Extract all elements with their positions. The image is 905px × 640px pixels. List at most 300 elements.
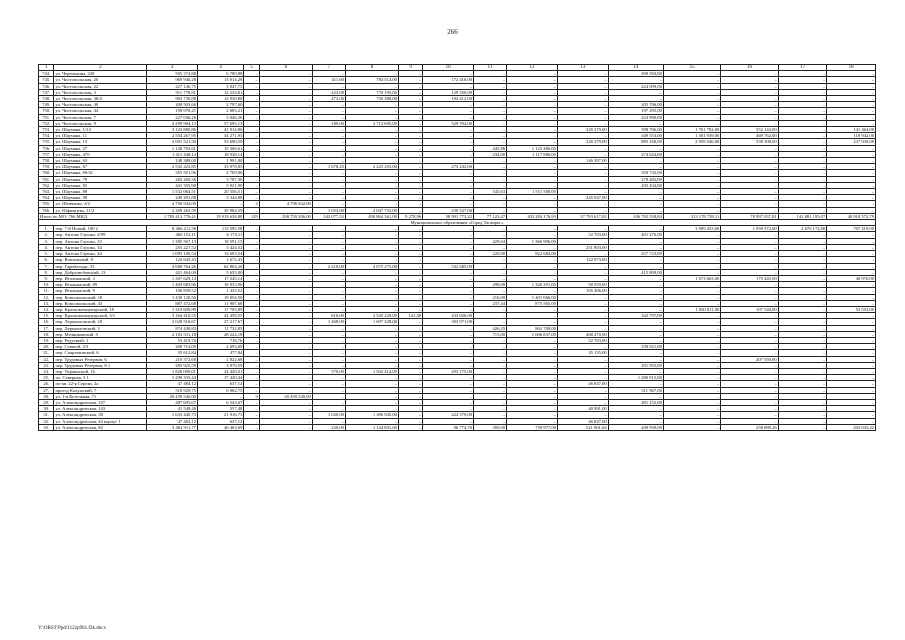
table-cell: – [557, 176, 608, 182]
table-cell: – [827, 257, 876, 263]
table-cell: 415 809,00 [608, 269, 663, 275]
table-cell: 11 [474, 65, 507, 71]
table-cell: – [312, 244, 345, 250]
table-cell: 3 909 453,00 [663, 226, 720, 232]
table-cell: – [663, 424, 720, 430]
table-cell: – [259, 251, 312, 257]
page-number: 266 [447, 28, 458, 36]
table-cell: – [778, 164, 827, 170]
table-cell: – [398, 151, 422, 157]
table-cell: 18 591,15 [197, 238, 243, 244]
table-cell: 490 864 361,00 [345, 213, 398, 219]
table-cell: – [259, 164, 312, 170]
table-cell: – [423, 251, 474, 257]
table-cell: 2 047 752,00 [345, 207, 398, 213]
table-cell: 17. [39, 325, 54, 331]
table-cell: – [827, 399, 876, 405]
table-cell: – [244, 120, 259, 126]
table-cell: 224 579,00 [423, 412, 474, 418]
table-cell: – [244, 375, 259, 381]
table-cell: – [507, 350, 558, 356]
table-cell: – [244, 288, 259, 294]
table-cell: – [557, 108, 608, 114]
table-cell: – [474, 406, 507, 412]
table-cell: 3 [147, 65, 198, 71]
table-cell: – [244, 244, 259, 250]
table-cell: – [398, 269, 422, 275]
table-cell: пер. Лермонтовский, 3 [54, 325, 147, 331]
table-cell: – [557, 399, 608, 405]
table-cell: 28 224,18 [197, 331, 243, 337]
table-cell: – [244, 257, 259, 263]
table-cell: ул. Шевченко, 4/2 [54, 201, 147, 207]
table-cell: – [608, 244, 663, 250]
table-cell: – [345, 226, 398, 232]
table-cell: – [507, 102, 558, 108]
table-cell: – [721, 257, 778, 263]
table-cell: – [259, 375, 312, 381]
table-cell: 545,63 [474, 189, 507, 195]
table-cell: 122 973,00 [557, 257, 608, 263]
table-cell: 295 925,59 [147, 362, 198, 368]
table-cell: – [423, 238, 474, 244]
table-cell: – [663, 77, 720, 83]
table-cell: 342 077,52 [312, 213, 345, 219]
table-cell: – [474, 356, 507, 362]
table-cell: – [345, 176, 398, 182]
table-cell: – [259, 145, 312, 151]
table-cell: 969 946,28 [147, 77, 198, 83]
table-cell: – [398, 300, 422, 306]
table-cell: – [423, 362, 474, 368]
table-cell: – [398, 424, 422, 430]
table-cell: – [312, 331, 345, 337]
table-cell: – [663, 319, 720, 325]
table-cell: – [827, 114, 876, 120]
table-cell: – [345, 127, 398, 133]
table-cell: 637,12 [197, 418, 243, 424]
table-cell: 105 406,00 [557, 288, 608, 294]
table-cell: 24 420,01 [197, 368, 243, 374]
table-cell: 258 889,26 [721, 424, 778, 430]
table-cell: – [557, 238, 608, 244]
table-cell: – [312, 127, 345, 133]
table-cell: ул. Чистопольская, 44 [54, 108, 147, 114]
table-cell: 15 306,61 [197, 145, 243, 151]
table-cell: – [721, 300, 778, 306]
table-cell: – [312, 282, 345, 288]
table-cell: – [244, 145, 259, 151]
table-cell: – [244, 182, 259, 188]
table-cell: – [778, 393, 827, 399]
table-cell: – [827, 170, 876, 176]
total-row [39, 213, 876, 219]
table-cell: 487 695,67 [147, 399, 198, 405]
table-cell: – [398, 127, 422, 133]
table-cell: – [345, 201, 398, 207]
table-cell: – [474, 127, 507, 133]
table-cell: 9 278,96 [398, 213, 422, 219]
table-cell: 2 554 267,95 [147, 133, 198, 139]
table-cell: – [663, 120, 720, 126]
table-cell: – [557, 251, 608, 257]
table-cell: 505 374,88 [147, 71, 198, 77]
table-cell: – [778, 325, 827, 331]
table-cell: – [608, 282, 663, 288]
table-cell: 473,06 [312, 96, 345, 102]
table-cell: – [507, 313, 558, 319]
table-cell: 3 344,88 [197, 195, 243, 201]
table-cell: – [557, 77, 608, 83]
table-cell: – [608, 207, 663, 213]
table-cell: 282 269,36 [147, 176, 198, 182]
table-cell: – [259, 244, 312, 250]
table-cell: 11 907,68 [197, 300, 243, 306]
table-cell: – [778, 139, 827, 145]
table-cell: 118 942,00 [827, 133, 876, 139]
table-cell: 28. [39, 393, 54, 399]
table-cell: – [608, 275, 663, 281]
table-cell: – [474, 158, 507, 164]
table-cell: 146 397,00 [557, 158, 608, 164]
table-cell: – [827, 201, 876, 207]
table-cell: – [398, 71, 422, 77]
table-cell: 529 594,00 [423, 120, 474, 126]
table-cell: – [721, 337, 778, 343]
table-cell: 6 543,67 [197, 399, 243, 405]
table-cell: 11. [39, 288, 54, 294]
table-cell: – [474, 368, 507, 374]
table-cell: ул. Шаумяна, 1/14 [54, 127, 147, 133]
table-cell: 748. [39, 96, 54, 102]
table-cell: пер. Комсомольский, 18 [54, 294, 147, 300]
table-cell: 2 683,21 [197, 108, 243, 114]
table-cell: – [778, 269, 827, 275]
table-cell: – [398, 344, 422, 350]
table-cell: – [778, 244, 827, 250]
table-cell: – [345, 375, 398, 381]
table-cell: – [244, 412, 259, 418]
table-cell: 2 545 229,00 [345, 313, 398, 319]
table-cell: – [507, 133, 558, 139]
table-cell: – [244, 344, 259, 350]
table-cell: – [244, 331, 259, 337]
table-cell: 129 350,00 [423, 89, 474, 95]
table-cell: – [608, 189, 663, 195]
table-cell: – [721, 189, 778, 195]
table-cell: – [345, 133, 398, 139]
table-cell: – [244, 232, 259, 238]
table-cell: – [507, 406, 558, 412]
table-cell: – [608, 89, 663, 95]
table-cell: – [827, 176, 876, 182]
table-cell: – [244, 251, 259, 257]
table-cell: пер. Трудовых Резервов, 8 1 [54, 362, 147, 368]
table-cell: 1 073 663,00 [663, 275, 720, 281]
table-cell: – [827, 195, 876, 201]
table-cell: – [423, 201, 474, 207]
table-cell: – [827, 406, 876, 412]
table-cell: – [474, 319, 507, 325]
table-cell: – [608, 226, 663, 232]
table-cell: 521 001,04 [557, 424, 608, 430]
table-cell: 1 117 886,00 [507, 151, 558, 157]
table-cell: пер. Итальянский, 9 [54, 288, 147, 294]
table-cell: 1 125 486,00 [507, 145, 558, 151]
table-cell: 5 [244, 65, 259, 71]
table-cell: 200 714,09 [147, 344, 198, 350]
table-cell: 13 014,28 [197, 77, 243, 83]
table-cell: – [423, 399, 474, 405]
table-cell: – [312, 344, 345, 350]
table-cell: 460 153,11 [147, 232, 198, 238]
table-cell: 498 594,00 [608, 71, 663, 77]
table-cell: – [259, 319, 312, 325]
table-cell: – [259, 418, 312, 424]
table-cell: ул. Шаумяна, 88 [54, 189, 147, 195]
table-cell: 303 971,00 [423, 319, 474, 325]
table-cell: – [259, 133, 312, 139]
table-cell: – [423, 176, 474, 182]
table-cell: – [398, 89, 422, 95]
table-cell: – [259, 114, 312, 120]
table-cell: – [663, 387, 720, 393]
table-cell: 245 947,00 [557, 195, 608, 201]
table-cell: – [259, 89, 312, 95]
table-cell: 1 502 414,00 [345, 368, 398, 374]
table-cell: – [557, 313, 608, 319]
table-cell: – [557, 164, 608, 170]
table-cell: 46 463,69 [197, 424, 243, 430]
table-cell: 752. [39, 120, 54, 126]
table-cell: 744. [39, 71, 54, 77]
table-cell: – [259, 300, 312, 306]
table-cell: – [259, 387, 312, 393]
table-cell: – [721, 201, 778, 207]
table-cell: 963 730,88 [147, 96, 198, 102]
table-cell: 199 978,21 [147, 108, 198, 114]
table-cell: – [507, 399, 558, 405]
table-cell: – [721, 108, 778, 114]
table-cell: – [244, 300, 259, 306]
table-cell: 298,00 [474, 282, 507, 288]
table-cell: – [244, 294, 259, 300]
table-cell: 27 217,67 [197, 319, 243, 325]
table-cell: – [312, 71, 345, 77]
table-cell: – [507, 176, 558, 182]
table-cell: – [474, 96, 507, 102]
table-cell: – [398, 102, 422, 108]
table-cell: – [423, 381, 474, 387]
table-cell: – [474, 83, 507, 89]
table-cell: – [312, 114, 345, 120]
table-cell: – [423, 288, 474, 294]
table-cell: – [827, 313, 876, 319]
table-cell: – [312, 375, 345, 381]
table-cell: – [244, 195, 259, 201]
table-cell: ул. Шаумяна, 27 [54, 145, 147, 151]
table-cell: – [778, 251, 827, 257]
table-cell: – [608, 306, 663, 312]
table-cell: – [312, 300, 345, 306]
table-cell: – [608, 96, 663, 102]
table-cell: пер. Спартаковский, 6 [54, 350, 147, 356]
table-cell: – [663, 399, 720, 405]
table-cell: – [827, 412, 876, 418]
table-cell: – [312, 195, 345, 201]
table-cell: – [557, 344, 608, 350]
table-cell: – [244, 399, 259, 405]
table-cell: – [827, 232, 876, 238]
table-cell: – [259, 96, 312, 102]
table-cell: – [827, 71, 876, 77]
table-cell: – [663, 344, 720, 350]
table-cell: – [721, 77, 778, 83]
table-cell: 1 678,25 [312, 164, 345, 170]
table-cell: 19 919 638,80 [197, 213, 243, 219]
table-cell: – [259, 83, 312, 89]
table-cell: – [827, 263, 876, 269]
table-cell: – [312, 201, 345, 207]
table-cell: 4 [197, 65, 243, 71]
table-cell: – [557, 151, 608, 157]
table-cell: 2. [39, 232, 54, 238]
table-cell: – [778, 288, 827, 294]
table-cell: 739 977,00 [507, 424, 558, 430]
table-cell: – [827, 294, 876, 300]
table-cell: – [721, 387, 778, 393]
table-cell: – [608, 331, 663, 337]
table-cell: 350,00 [474, 424, 507, 430]
table-cell: – [423, 232, 474, 238]
table-cell: 411,60 [312, 77, 345, 83]
table-cell: – [778, 275, 827, 281]
table-cell: – [312, 399, 345, 405]
table-cell: – [244, 77, 259, 83]
table-cell: 1 633 440,73 [147, 412, 198, 418]
table-cell: – [398, 164, 422, 170]
table-cell: – [721, 114, 778, 120]
table-cell: – [345, 387, 398, 393]
table-cell: – [557, 83, 608, 89]
table-cell: – [663, 418, 720, 424]
table-cell: – [608, 158, 663, 164]
table-cell: 449 939,00 [608, 424, 663, 430]
table-cell: – [259, 325, 312, 331]
table-cell: 113 595,58 [197, 226, 243, 232]
table-cell: 10 [423, 65, 474, 71]
table-cell: – [398, 337, 422, 343]
table-cell: – [259, 356, 312, 362]
table-cell: – [827, 393, 876, 399]
table-cell: – [663, 282, 720, 288]
table-cell: 8. [39, 269, 54, 275]
table-cell: – [721, 412, 778, 418]
table-cell: – [557, 325, 608, 331]
table-cell: – [398, 294, 422, 300]
table-cell: 4 680 764,26 [147, 263, 198, 269]
table-cell: – [474, 399, 507, 405]
table-cell: – [507, 139, 558, 145]
table-cell: – [244, 269, 259, 275]
table-cell: – [557, 114, 608, 120]
table-cell: – [398, 207, 422, 213]
table-cell: 874 440,83 [147, 325, 198, 331]
table-cell: – [244, 350, 259, 356]
table-cell: – [827, 108, 876, 114]
table-cell: – [663, 368, 720, 374]
table-cell: – [663, 331, 720, 337]
table-cell: – [507, 244, 558, 250]
table-cell: пер. Комсомольский, 43 [54, 300, 147, 306]
table-cell: – [244, 238, 259, 244]
table-cell: – [244, 176, 259, 182]
table-cell: 198 021,00 [608, 344, 663, 350]
table-cell: – [312, 251, 345, 257]
table-cell: – [721, 288, 778, 294]
table-cell: – [259, 232, 312, 238]
table-cell: – [312, 418, 345, 424]
table-cell: – [345, 306, 398, 312]
table-cell: 1 059 572,00 [721, 226, 778, 232]
table-cell: 41 914,86 [197, 127, 243, 133]
table-cell: 755. [39, 139, 54, 145]
table-cell: – [398, 238, 422, 244]
table-cell: – [778, 108, 827, 114]
table-cell: ул. Александровская, 44 корпус 1 [54, 418, 147, 424]
table-cell: – [474, 381, 507, 387]
table-cell: – [721, 269, 778, 275]
table-cell: 230 527,00 [423, 207, 474, 213]
table-cell: – [557, 362, 608, 368]
table-cell: – [827, 269, 876, 275]
table-cell: – [474, 362, 507, 368]
table-cell: – [244, 325, 259, 331]
table-cell: – [259, 127, 312, 133]
table-cell: – [827, 207, 876, 213]
table-cell: 4 796 942,00 [259, 201, 312, 207]
table-cell: – [423, 331, 474, 337]
table-cell: – [507, 412, 558, 418]
table-cell: – [345, 344, 398, 350]
table-cell: 6 174,11 [197, 232, 243, 238]
table-cell: 616,00 [312, 313, 345, 319]
table-cell: 468 470,00 [557, 331, 608, 337]
table-cell: – [345, 182, 398, 188]
table-cell: – [827, 96, 876, 102]
table-cell: – [259, 350, 312, 356]
table-cell: 3 047,75 [197, 83, 243, 89]
table-cell: 53 419,76 [147, 337, 198, 343]
table-cell: – [507, 120, 558, 126]
table-cell: – [663, 176, 720, 182]
table-cell: – [423, 306, 474, 312]
table-cell: – [244, 418, 259, 424]
table-cell: – [259, 139, 312, 145]
table-cell: – [345, 158, 398, 164]
table-cell: – [721, 344, 778, 350]
table-cell: – [423, 114, 474, 120]
table-cell: – [474, 344, 507, 350]
table-cell: – [259, 151, 312, 157]
table-cell: 6. [39, 257, 54, 263]
table-cell: – [557, 306, 608, 312]
table-cell: – [244, 83, 259, 89]
table-cell: – [721, 325, 778, 331]
table-cell: пер. Вокзальный, 8 [54, 257, 147, 263]
table-cell: – [778, 71, 827, 77]
table-cell: пер. Антона Глушко, 2/99 [54, 232, 147, 238]
